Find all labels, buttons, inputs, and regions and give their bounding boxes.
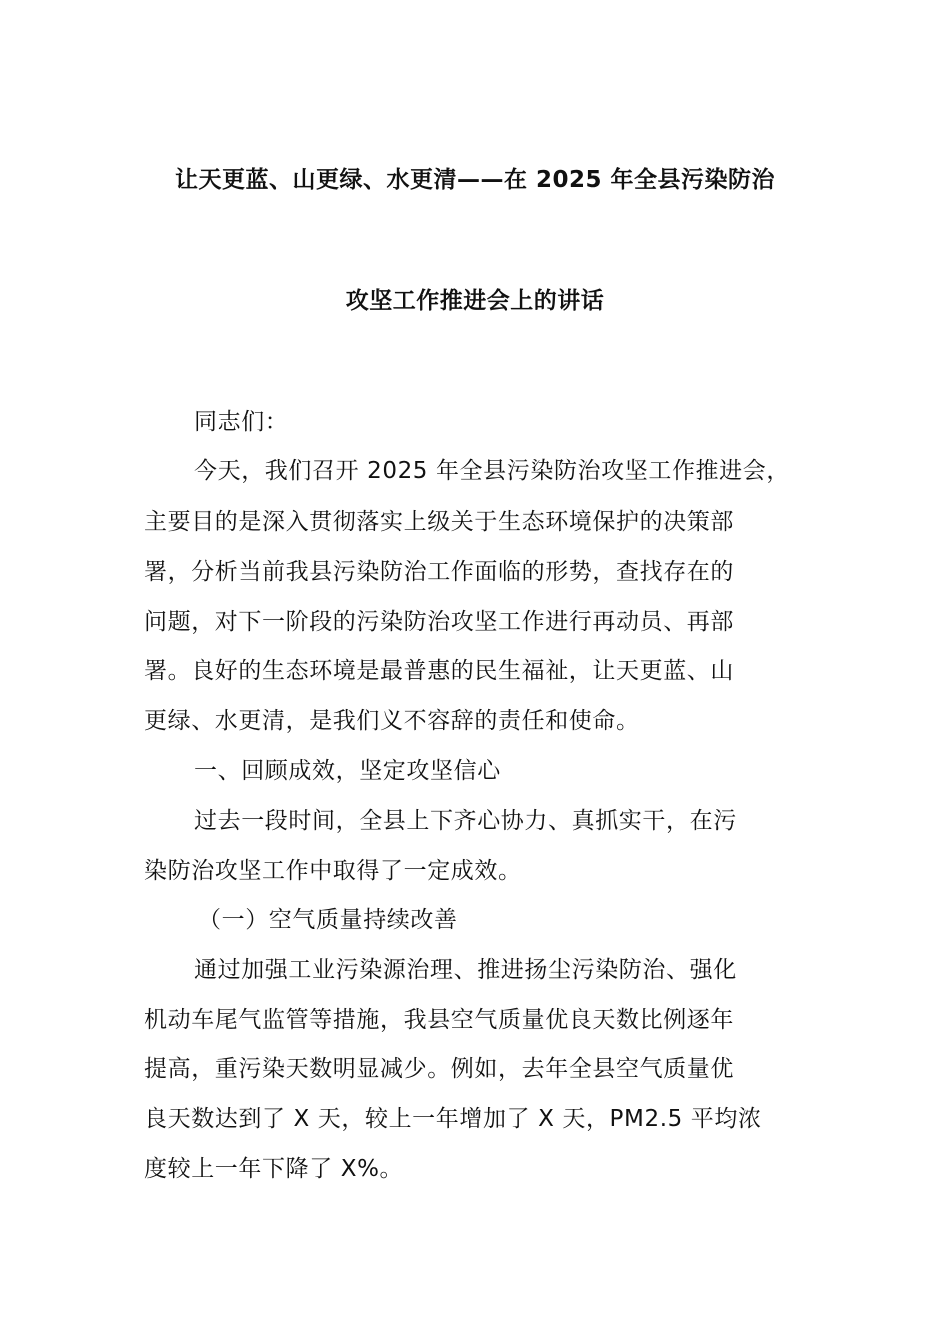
document-title-line-2: 攻坚工作推进会上的讲话 [345,288,605,314]
paragraph-line: 署。良好的生态环境是最普惠的民生福祉，让天更蓝、山 [144,658,734,684]
paragraph-line: 提高，重污染天数明显减少。例如，去年全县空气质量优 [144,1056,734,1082]
paragraph-line: 染防治攻坚工作中取得了一定成效。 [144,858,522,884]
salutation: 同志们： [194,409,289,435]
paragraph-line: 更绿、水更清，是我们义不容辞的责任和使命。 [144,708,640,734]
section-heading: 一、回顾成效，坚定攻坚信心 [194,758,501,784]
document-title-line-1: 让天更蓝、山更绿、水更清——在 2025 年全县污染防治 [174,167,776,193]
paragraph-line: 问题，对下一阶段的污染防治攻坚工作进行再动员、再部 [144,609,734,635]
paragraph-line: 署，分析当前我县污染防治工作面临的形势，查找存在的 [144,559,734,585]
paragraph-line: 良天数达到了 X 天，较上一年增加了 X 天，PM2.5 平均浓 [144,1106,762,1132]
paragraph-line: 过去一段时间，全县上下齐心协力、真抓实干，在污 [194,808,737,834]
paragraph-line: 今天，我们召开 2025 年全县污染防治攻坚工作推进会， [194,458,790,484]
paragraph-line: 机动车尾气监管等措施，我县空气质量优良天数比例逐年 [144,1007,734,1033]
paragraph-line: 主要目的是深入贯彻落实上级关于生态环境保护的决策部 [144,509,734,535]
paragraph-line: 通过加强工业污染源治理、推进扬尘污染防治、强化 [194,957,737,983]
subsection-heading: （一）空气质量持续改善 [198,907,458,933]
paragraph-line: 度较上一年下降了 X%。 [144,1156,404,1182]
